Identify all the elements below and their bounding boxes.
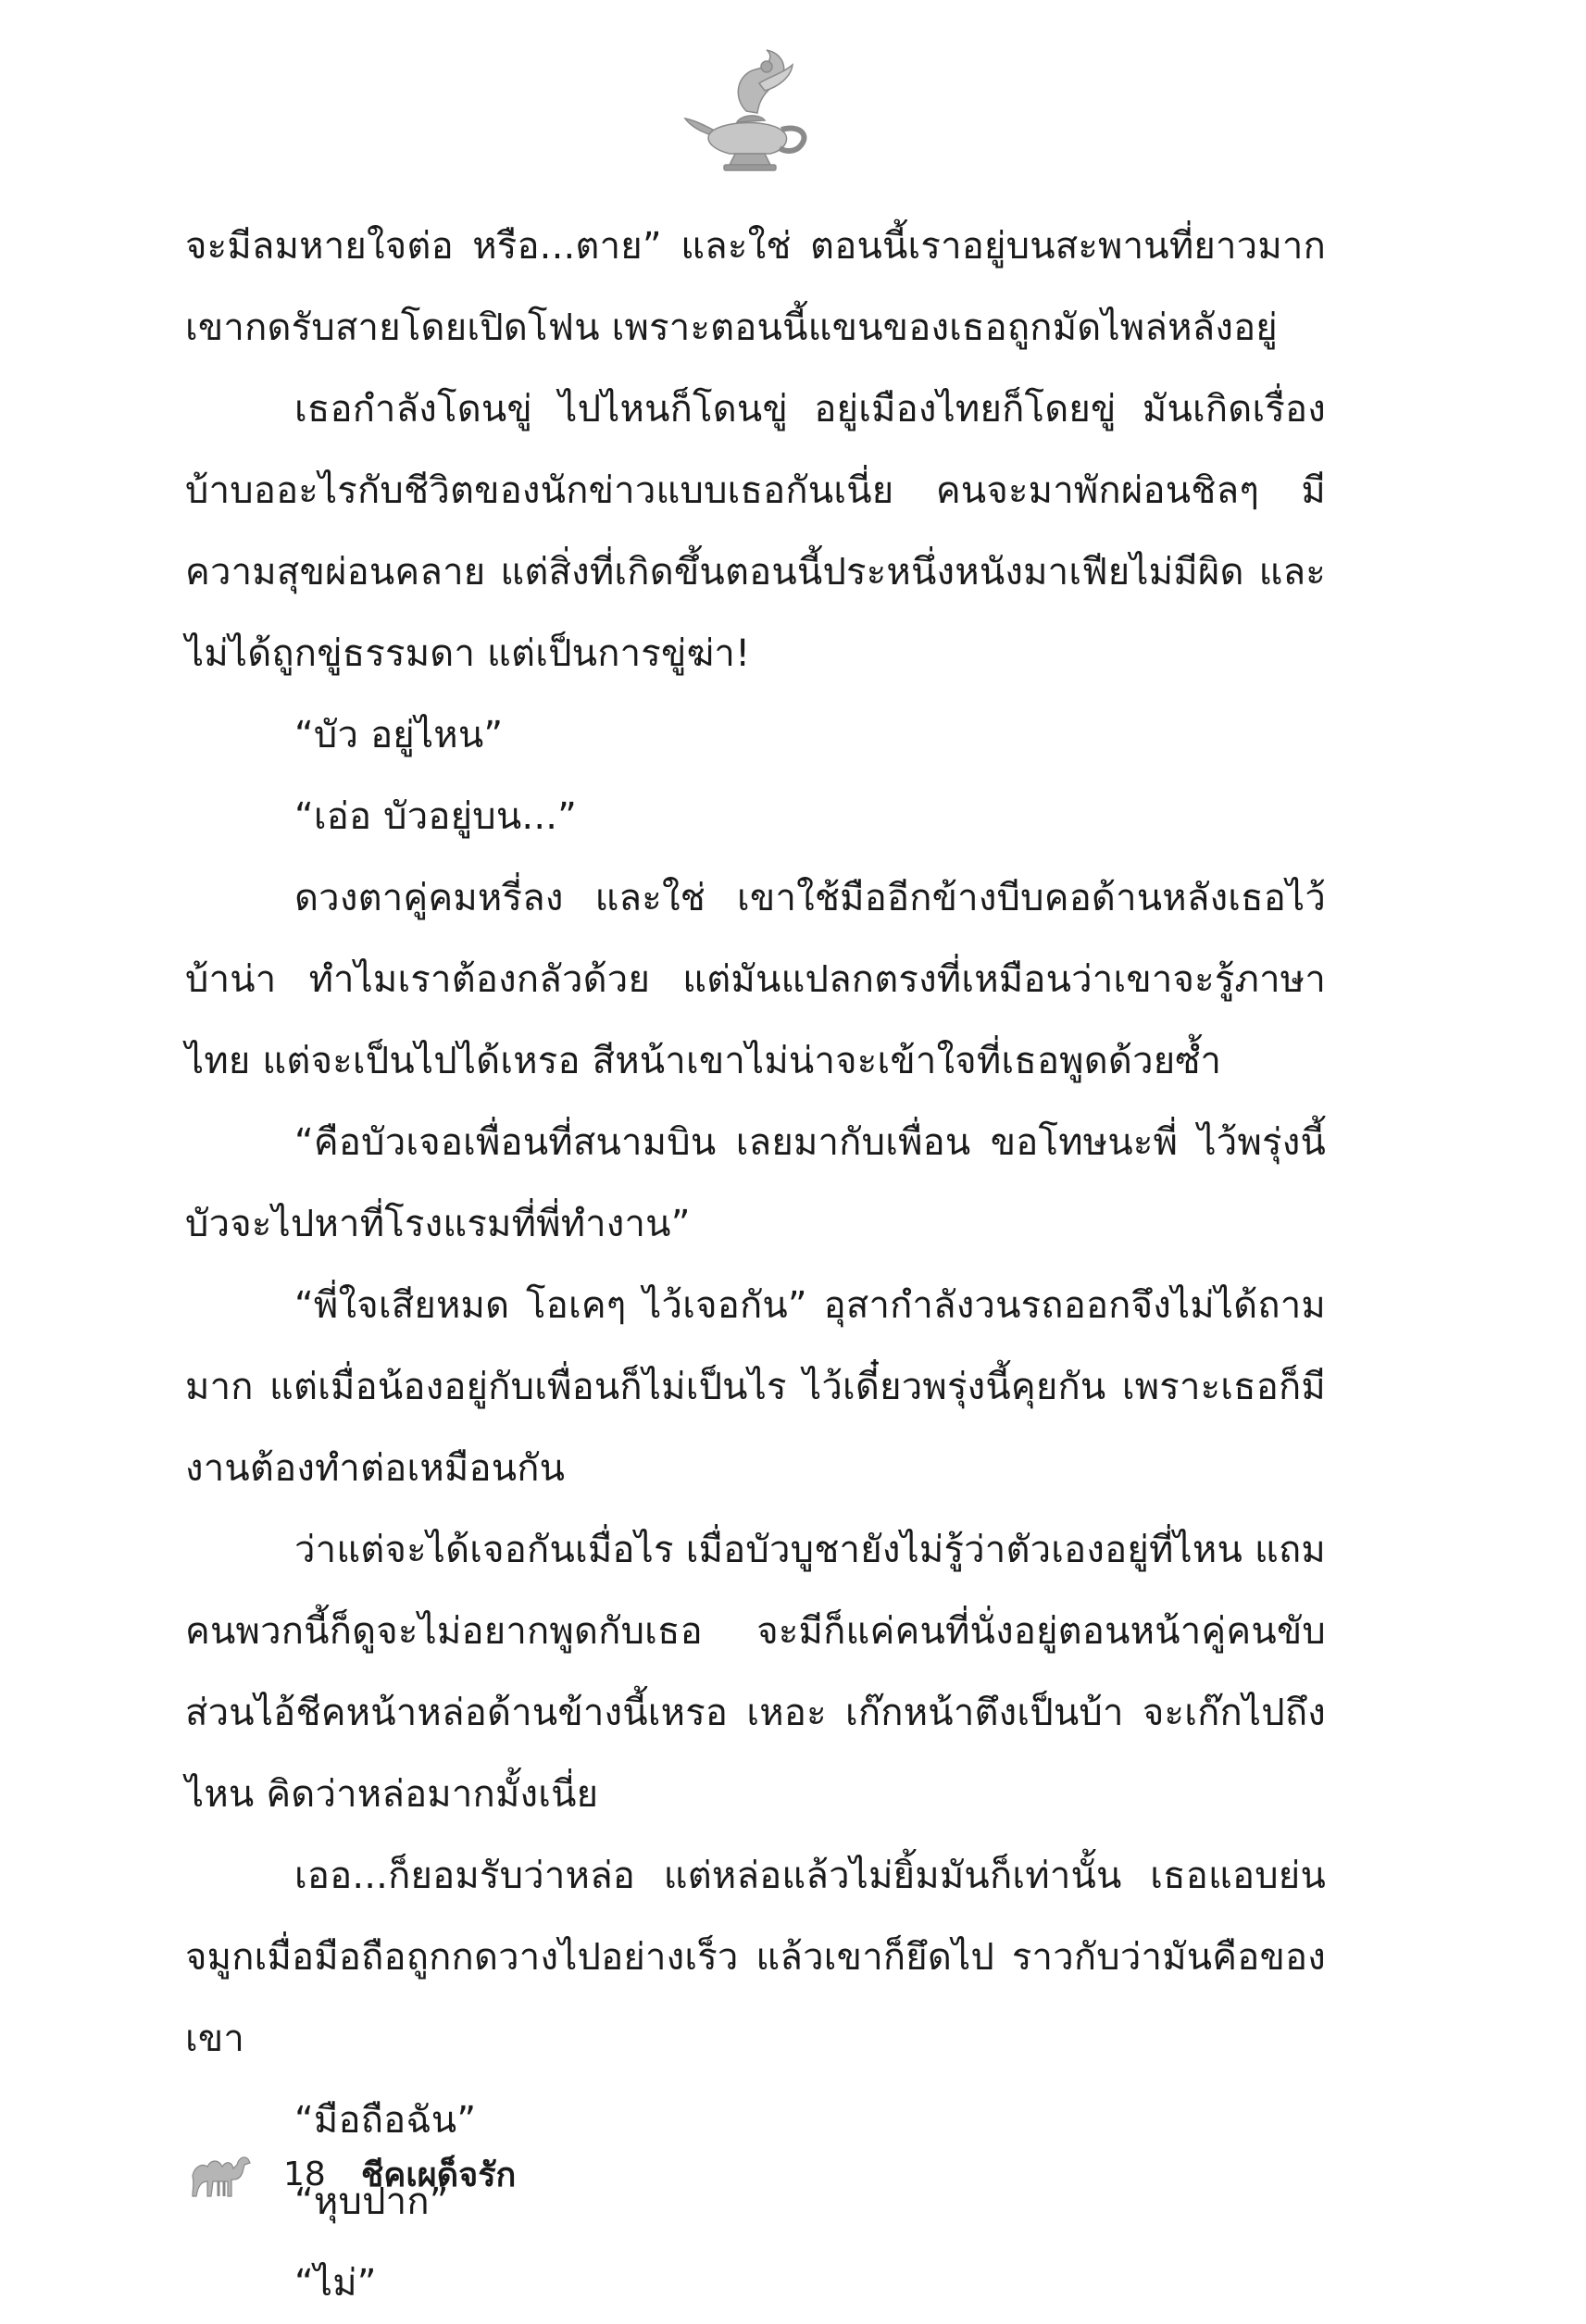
- paragraph-2: เธอกำลังโดนขู่ ไปไหนก็โดนขู่ อยู่เมืองไทยก็โดยขู่ มันเกิดเรื่องบ้าบออะไรกับชีวิตของนักข่าวแบบเธอกันเนี่ย คนจะมาพักผ่อนชิลๆ มีความสุขผ่อนคลาย แต่สิ่งที่เกิดขึ้นตอนนี้ประหนึ่งหนังมาเฟียไม่มีผิด และไม่ได้ถูกขู่ธรรมดา แต่เป็นการขู่ฆ่า!: [185, 388, 1326, 675]
- paragraph-1: จะมีลมหายใจต่อ หรือ...ตาย” และใช่ ตอนนี้เราอยู่บนสะพานที่ยาวมาก เขากดรับสายโดยเปิดโฟน เพราะตอนนี้แขนของเธอถูกมัดไพล่หลังอยู่: [185, 225, 1326, 349]
- paragraph-11: “หุบปาก”: [294, 2180, 449, 2223]
- paragraph-7: “พี่ใจเสียหมด โอเคๆ ไว้เจอกัน” อุสากำลังวนรถออกจึงไม่ได้ถามมาก แต่เมื่อน้องอยู่กับเพื่อนก็ไม่เป็นไร ไว้เดี๋ยวพรุ่งนี้คุยกัน เพราะเธอก็มีงานต้องทำต่อเหมือนกัน: [185, 1284, 1326, 1490]
- paragraph-6: “คือบัวเจอเพื่อนที่สนามบิน เลยมากับเพื่อน ขอโทษนะพี่ ไว้พรุ่งนี้บัวจะไปหาที่โรงแรมที่พี่ทำงาน”: [185, 1121, 1326, 1245]
- paragraph-12: “ไม่”: [294, 2262, 377, 2305]
- paragraph-9: เออ...ก็ยอมรับว่าหล่อ แต่หล่อแล้วไม่ยิ้มมันก็เท่านั้น เธอแอบย่นจมูกเมื่อมือถือถูกกดวางไปอย่างเร็ว แล้วเขาก็ยึดไป ราวกับว่ามันคือของเขา: [185, 1855, 1326, 2060]
- paragraph-5: ดวงตาคู่คมหรี่ลง และใช่ เขาใช้มืออีกข้างบีบคอด้านหลังเธอไว้ บ้าน่า ทำไมเราต้องกลัวด้วย แต่มันแปลกตรงที่เหมือนว่าเขาจะรู้ภาษาไทย แต่จะเป็นไปได้เหรอ สีหน้าเขาไม่น่าจะเข้าใจที่เธอพูดด้วยซ้ำ: [185, 877, 1326, 1082]
- story-text: [185, 206, 1326, 2324]
- paragraph-10: “มือถือฉัน”: [294, 2099, 477, 2142]
- paragraph-4: “เอ่อ บัวอยู่บน...”: [294, 795, 578, 838]
- page-footer: [185, 2146, 516, 2202]
- book-title: ชีคเผด็จรัก: [360, 2155, 517, 2194]
- paragraph-3: “บัว อยู่ไหน”: [294, 714, 504, 756]
- camel-icon: [185, 2148, 252, 2200]
- genie-lamp-ornament-icon: [681, 46, 820, 176]
- page-number: 18: [283, 2155, 326, 2193]
- paragraph-8: ว่าแต่จะได้เจอกันเมื่อไร เมื่อบัวบูชายังไม่รู้ว่าตัวเองอยู่ที่ไหน แถมคนพวกนี้ก็ดูจะไม่อยากพูดกับเธอ จะมีก็แค่คนที่นั่งอยู่ตอนหน้าคู่คนขับ ส่วนไอ้ชีคหน้าหล่อด้านข้างนี้เหรอ เหอะ เก๊กหน้าตึงเป็นบ้า จะเก๊กไปถึงไหน คิดว่าหล่อมากมั้งเนี่ย: [185, 1529, 1326, 1816]
